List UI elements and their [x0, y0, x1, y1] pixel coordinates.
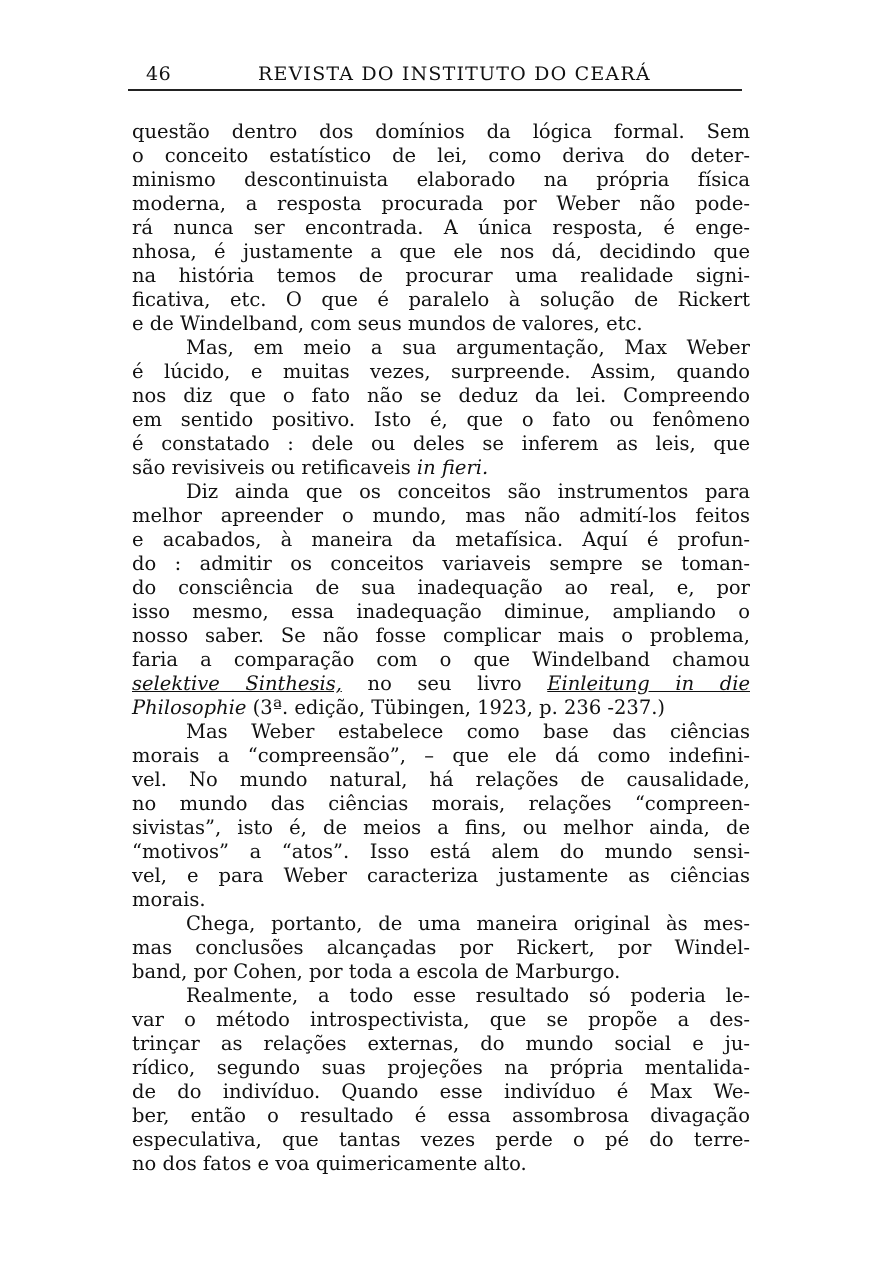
text-line: Realmente, a todo esse resultado só poderia le- [186, 984, 750, 1007]
text-line: o conceito estatístico de lei, como deriva do deter- [132, 144, 750, 167]
page-number: 46 [146, 63, 172, 85]
text-line: questão dentro dos domínios da lógica formal. Sem [132, 120, 750, 143]
text-line: ber, então o resultado é essa assombrosa divagação [132, 1104, 750, 1127]
text-line: no dos fatos e voa quimericamente alto. [132, 1152, 527, 1175]
text-line: do consciência de sua inadequação ao real, e, por [132, 576, 750, 599]
italic-term: selektive Sinthesis, [132, 672, 342, 695]
text-line: na história temos de procurar uma realidade signi- [132, 264, 750, 287]
text-line: var o método introspectivista, que se propõe a des- [132, 1008, 750, 1031]
text-line: especulativa, que tantas vezes perde o pé do terre- [132, 1128, 750, 1151]
text-line: rídico, segundo suas projeções na própria mentalida- [132, 1056, 750, 1079]
running-title: REVISTA DO INSTITUTO DO CEARÁ [258, 63, 651, 85]
text-line: morais. [132, 888, 206, 911]
text-line: melhor apreender o mundo, mas não admití-los feitos [132, 504, 750, 527]
text-line: sivistas”, isto é, de meios a fins, ou melhor ainda, de [132, 816, 750, 839]
text-line: e de Windelband, com seus mundos de valores, etc. [132, 312, 643, 335]
text-line: faria a comparação com o que Windelband chamou [132, 648, 750, 671]
text-line: de do indivíduo. Quando esse indivíduo é Max We- [132, 1080, 750, 1103]
page-header [128, 63, 742, 89]
text-line: nhosa, é justamente a que ele nos dá, decidindo que [132, 240, 750, 263]
text-line: em sentido positivo. Isto é, que o fato ou fenômeno [132, 408, 750, 431]
text-line: é constatado : dele ou deles se inferem as leis, que [132, 432, 750, 455]
text-line: “motivos” a “atos”. Isso está alem do mundo sensi- [132, 840, 750, 863]
text-line: vel, e para Weber caracteriza justamente as ciências [132, 864, 750, 887]
text-line: Mas Weber estabelece como base das ciências [186, 720, 750, 743]
text-line: no mundo das ciências morais, relações “compreen- [132, 792, 750, 815]
text-line: mas conclusões alcançadas por Rickert, por Windel- [132, 936, 750, 959]
text-line: Diz ainda que os conceitos são instrumentos para [186, 480, 750, 503]
book-title: Einleitung in die [547, 672, 750, 695]
text-line: isso mesmo, essa inadequação diminue, ampliando o [132, 600, 750, 623]
header-rule [128, 89, 742, 91]
text-line: nosso saber. Se não fosse complicar mais o problema, [132, 624, 750, 647]
text-line: moderna, a resposta procurada por Weber não pode- [132, 192, 750, 215]
text-line: e acabados, à maneira da metafísica. Aquí é profun- [132, 528, 750, 551]
text-line: vel. No mundo natural, há relações de causalidade, [132, 768, 750, 791]
body-text [132, 120, 750, 1176]
text-span: no seu livro [341, 672, 548, 695]
text-line: do : admitir os conceitos variaveis sempre se toman- [132, 552, 750, 575]
italic-term: in fieri. [416, 456, 489, 479]
text-line [132, 696, 750, 720]
text-span: são revisiveis ou retificaveis [132, 456, 417, 479]
text-line: nos diz que o fato não se deduz da lei. Compreendo [132, 384, 750, 407]
text-line: band, por Cohen, por toda a escola de Marburgo. [132, 960, 621, 983]
text-line: minismo descontinuista elaborado na própria física [132, 168, 750, 191]
text-line [132, 456, 750, 480]
text-line: morais a “compreensão”, – que ele dá como indefini- [132, 744, 750, 767]
book-title: Philosophie [132, 696, 247, 719]
text-line: Mas, em meio a sua argumentação, Max Weber [186, 336, 750, 359]
text-line: Chega, portanto, de uma maneira original às mes- [186, 912, 750, 935]
text-line: trinçar as relações externas, do mundo social e ju- [132, 1032, 750, 1055]
text-line: ficativa, etc. O que é paralelo à solução de Rickert [132, 288, 750, 311]
text-line [132, 672, 750, 696]
text-span: (3ª. edição, Tübingen, 1923, p. 236 -237.) [246, 696, 666, 719]
text-line: é lúcido, e muitas vezes, surpreende. Assim, quando [132, 360, 750, 383]
text-line: rá nunca ser encontrada. A única resposta, é enge- [132, 216, 750, 239]
